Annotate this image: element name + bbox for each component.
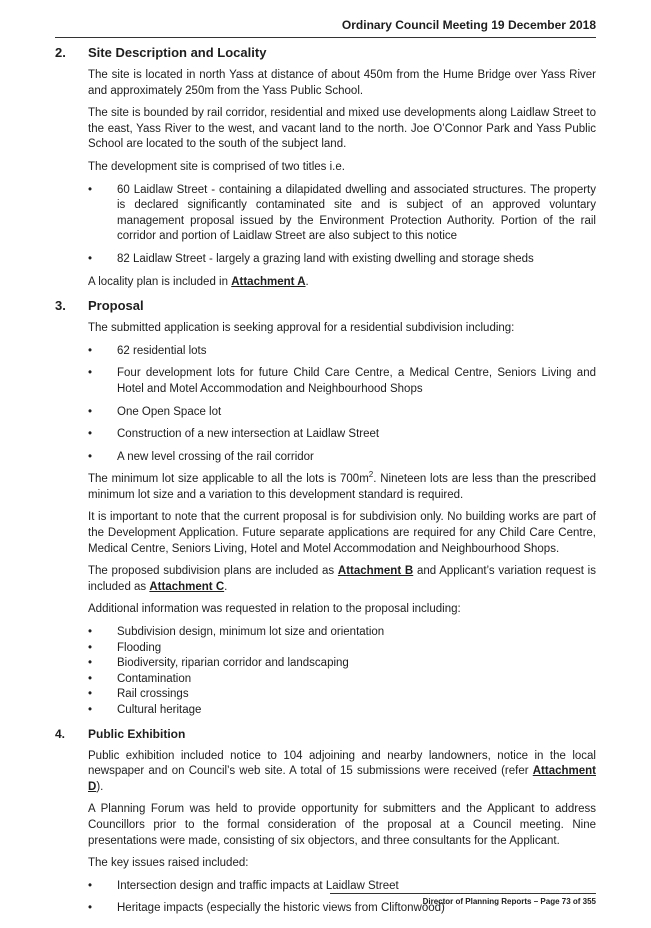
paragraph [88, 564, 596, 595]
bullet-icon: • [88, 626, 93, 639]
info-list [55, 625, 596, 719]
paragraph: The development site is comprised of two titles i.e. [88, 160, 345, 173]
paragraph: It is important to note that the current proposal is for subdivision only. No building works are part of the Development Application. Future separate applications are required for any Child Care Centre, Medical Centre, Seniors Living, Hotel and Motel Accommodation and Neighbourhood Shops. [88, 511, 596, 555]
attachment-c-link[interactable]: Attachment C [149, 580, 225, 593]
bullet-text: 82 Laidlaw Street - largely a grazing land with existing dwelling and storage sheds [117, 252, 534, 265]
attachment-b-link[interactable]: Attachment B [337, 565, 414, 578]
bullet-icon: • [88, 704, 93, 716]
text: A locality plan is included in [88, 275, 232, 288]
bullet-icon: • [88, 688, 93, 701]
bullet-icon: • [88, 367, 93, 380]
paragraph: The submitted application is seeking approval for a residential subdivision including: [88, 322, 515, 335]
text: . [305, 275, 309, 288]
list-item [88, 656, 596, 672]
bullet-icon: • [88, 672, 93, 685]
paragraph: The key issues raised included: [88, 857, 249, 870]
list-text: Biodiversity, riparian corridor and landscaping [117, 657, 349, 670]
bullet-text: Four development lots for future Child Care Centre, a Medical Centre, Seniors Living and Hotel and Motel Accommodation and Neighbourhood Shops [117, 367, 596, 395]
bullet-text: A new level crossing of the rail corridor [117, 450, 314, 463]
bullet-icon: • [88, 183, 93, 196]
paragraph: The site is located in north Yass at distance of about 450m from the Hume Bridge over Yass River and approximately 250m from the Yass Public School. [88, 69, 596, 97]
list-text: Rail crossings [117, 688, 189, 701]
page-footer: Director of Planning Reports – Page 73 of 355 [422, 897, 596, 906]
bullet-text: 62 residential lots [117, 344, 207, 357]
bullet-icon: • [88, 879, 93, 892]
paragraph [88, 472, 596, 503]
page-content [55, 44, 596, 924]
paragraph [88, 275, 596, 291]
text: . [224, 580, 228, 593]
section-number: 3. [55, 298, 66, 314]
text: The minimum lot size applicable to all the lots is 700m [88, 473, 369, 486]
bullet-icon: • [88, 252, 93, 265]
bullet-icon: • [88, 902, 93, 915]
bullet-text: Heritage impacts (especially the historic views from Cliftonwood) [117, 902, 445, 915]
list-item [88, 641, 596, 657]
list-text: Subdivision design, minimum lot size and orientation [117, 626, 385, 639]
bullet-icon: • [88, 450, 93, 463]
bullet-icon: • [88, 344, 93, 357]
attachment-a-link[interactable]: Attachment A [231, 275, 306, 288]
bullet-item [88, 252, 596, 268]
bullet-item [88, 405, 596, 421]
text: ). [96, 780, 104, 793]
list-text: Flooding [117, 641, 162, 654]
header-rule [55, 37, 596, 38]
superscript: 2 [368, 470, 374, 480]
list-text: Cultural heritage [117, 704, 202, 716]
section-number: 4. [55, 726, 66, 741]
bullet-text: 60 Laidlaw Street - containing a dilapidated dwelling and associated structures. The property is declared significantly contaminated site and is subject of an approved voluntary management proposal issued by the Environment Protection Authority. Portion of the rail corridor and portion of Laidlaw Street are also subject to this notice [117, 183, 596, 243]
list-item [88, 672, 596, 688]
section-title: Public Exhibition [88, 726, 186, 741]
text: . Nineteen lots are less than the prescribed minimum lot size and a variation to this development standard is required. [88, 473, 597, 501]
section-4-heading [55, 726, 596, 742]
bullet-item [88, 879, 596, 895]
section-title: Site Description and Locality [88, 45, 267, 60]
bullet-icon: • [88, 641, 93, 654]
paragraph: The site is bounded by rail corridor, residential and mixed use developments along Laidlaw Street to the east, Yass River to the west, and vacant land to the north. Joe O’Connor Park and Yass Public School are located to the south of the subject land. [88, 107, 596, 151]
attachment-d-link[interactable]: Attachment D [88, 765, 596, 793]
bullet-text: Construction of a new intersection at Laidlaw Street [117, 428, 380, 441]
bullet-item [88, 183, 596, 245]
bullet-icon: • [88, 657, 93, 670]
text: and Applicant’s variation request is included as [88, 565, 596, 593]
paragraph: A Planning Forum was held to provide opportunity for submitters and the Applicant to address Councillors prior to the formal consideration of the proposal at a Council meeting. Nine presentations were made, consisting of six objectors, and three consultants for the Applicant. [88, 803, 596, 847]
text: Public exhibition included notice to 104 adjoining and nearby landowners, notice in the local newspaper and on Council’s web site. A total of 15 submissions were received (refer [88, 749, 596, 778]
list-item [88, 687, 596, 703]
section-title: Proposal [88, 298, 144, 314]
page-header: Ordinary Council Meeting 19 December 2018 [341, 18, 596, 32]
list-item [88, 625, 596, 641]
bullet-item [88, 427, 596, 443]
bullet-icon: • [88, 405, 93, 418]
bullet-item [88, 450, 596, 466]
list-item [88, 703, 596, 719]
bullet-icon: • [88, 428, 93, 441]
section-number: 2. [55, 45, 66, 60]
bullet-item [88, 366, 596, 397]
section-2-heading [55, 44, 596, 61]
paragraph [88, 749, 596, 796]
footer-rule [330, 893, 596, 894]
bullet-text: One Open Space lot [117, 405, 222, 418]
bullet-text: Intersection design and traffic impacts at Laidlaw Street [117, 879, 399, 892]
list-text: Contamination [117, 672, 192, 685]
section-3-heading [55, 297, 596, 314]
text: The proposed subdivision plans are included as [88, 565, 338, 578]
bullet-item [88, 344, 596, 360]
paragraph: Additional information was requested in relation to the proposal including: [88, 603, 461, 616]
